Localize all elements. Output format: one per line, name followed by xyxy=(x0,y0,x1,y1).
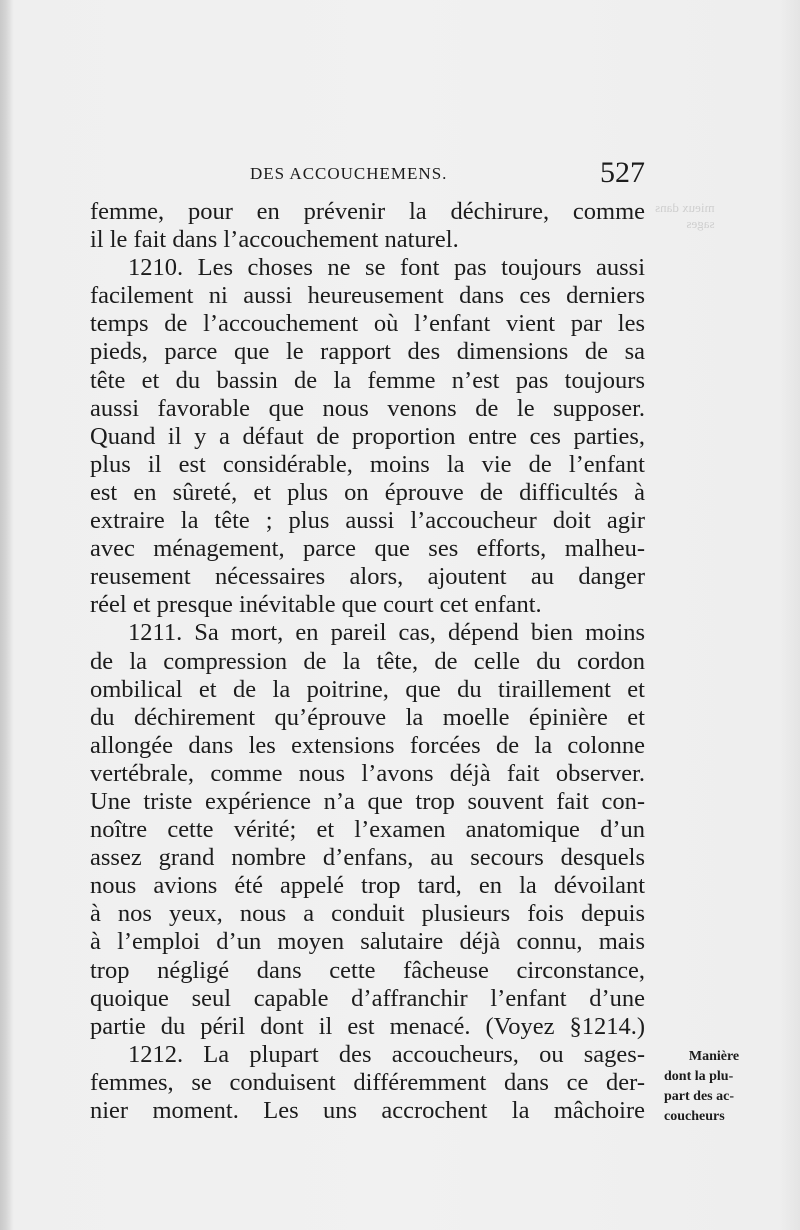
margin-note xyxy=(664,1047,764,1127)
text-line: reusement nécessaires alors, ajoutent au danger xyxy=(90,563,645,591)
text-line: partie du péril dont il est menacé. (Voyez §1214.) xyxy=(90,1012,645,1040)
text-line: de la compression de la tête, de celle du cordon xyxy=(90,647,645,675)
text-line: femmes, se conduisent différemment dans ce der- xyxy=(90,1068,645,1096)
text-line: trop négligé dans cette fâcheuse circonstance, xyxy=(90,956,645,984)
page-gutter-shadow xyxy=(0,0,14,1230)
margin-note-line: Manière xyxy=(688,1049,740,1064)
text-line: extraire la tête ; plus aussi l’accoucheur doit agir xyxy=(90,507,645,535)
text-line: il le fait dans l’accouchement naturel. xyxy=(90,226,459,254)
text-line: femme, pour en prévenir la déchirure, comme xyxy=(90,198,645,225)
text-line: du déchirement qu’éprouve la moelle épinière et xyxy=(90,703,645,731)
text-line: à l’emploi d’un moyen salutaire déjà connu, mais xyxy=(90,928,645,956)
text-line: nous avions été appelé trop tard, en la dévoilant xyxy=(90,872,645,900)
text-line: plus il est considérable, moins la vie de l’enfant xyxy=(90,450,645,478)
text-line: pieds, parce que le rapport des dimensions de sa xyxy=(90,338,645,366)
paragraph-1210-start: 1210. Les choses ne se font pas toujours aussi xyxy=(128,254,645,282)
text-line: à nos yeux, nous a conduit plusieurs fois depuis xyxy=(90,900,645,928)
text-line: nier moment. Les uns accrochent la mâchoire xyxy=(90,1097,645,1124)
paragraph-1211-start: 1211. Sa mort, en pareil cas, dépend bien moins xyxy=(128,619,645,647)
margin-note-line: coucheurs xyxy=(664,1109,725,1124)
text-line: avec ménagement, parce que ses efforts, malheu- xyxy=(90,535,645,563)
text-line: assez grand nombre d’enfans, au secours desquels xyxy=(90,844,645,872)
paragraph-1212-start: 1212. La plupart des accoucheurs, ou sages- xyxy=(128,1040,645,1068)
text-line: temps de l’accouchement où l’enfant vient par les xyxy=(90,310,645,338)
text-line: noître cette vérité; et l’examen anatomique d’un xyxy=(90,816,645,844)
body-text xyxy=(90,198,645,1125)
text-line: allongée dans les extensions forcées de la colonne xyxy=(90,731,645,759)
text-line: ombilical et de la poitrine, que du tiraillement et xyxy=(90,675,645,703)
text-line: est en sûreté, et plus on éprouve de difficultés à xyxy=(90,478,645,506)
text-line: quoique seul capable d’affranchir l’enfant d’une xyxy=(90,984,645,1012)
running-header xyxy=(90,156,645,194)
margin-note-line: part des ac- xyxy=(664,1089,734,1104)
text-line: vertébrale, comme nous l’avons déjà fait observer. xyxy=(90,759,645,787)
text-line: aussi favorable que nous venons de le supposer. xyxy=(90,394,645,422)
text-line: tête et du bassin de la femme n’est pas toujours xyxy=(90,366,645,394)
bleed-through-text: mieux dans sages xyxy=(655,200,715,231)
margin-note-line: dont la plu- xyxy=(664,1069,734,1084)
page-number: 527 xyxy=(600,156,645,189)
running-header-title: DES ACCOUCHEMENS. xyxy=(250,164,448,183)
text-line: facilement ni aussi heureusement dans ces derniers xyxy=(90,282,645,310)
text-line: Une triste expérience n’a que trop souvent fait con- xyxy=(90,787,645,815)
text-line: Quand il y a défaut de proportion entre ces parties, xyxy=(90,422,645,450)
text-line: réel et presque inévitable que court cet enfant. xyxy=(90,591,542,619)
